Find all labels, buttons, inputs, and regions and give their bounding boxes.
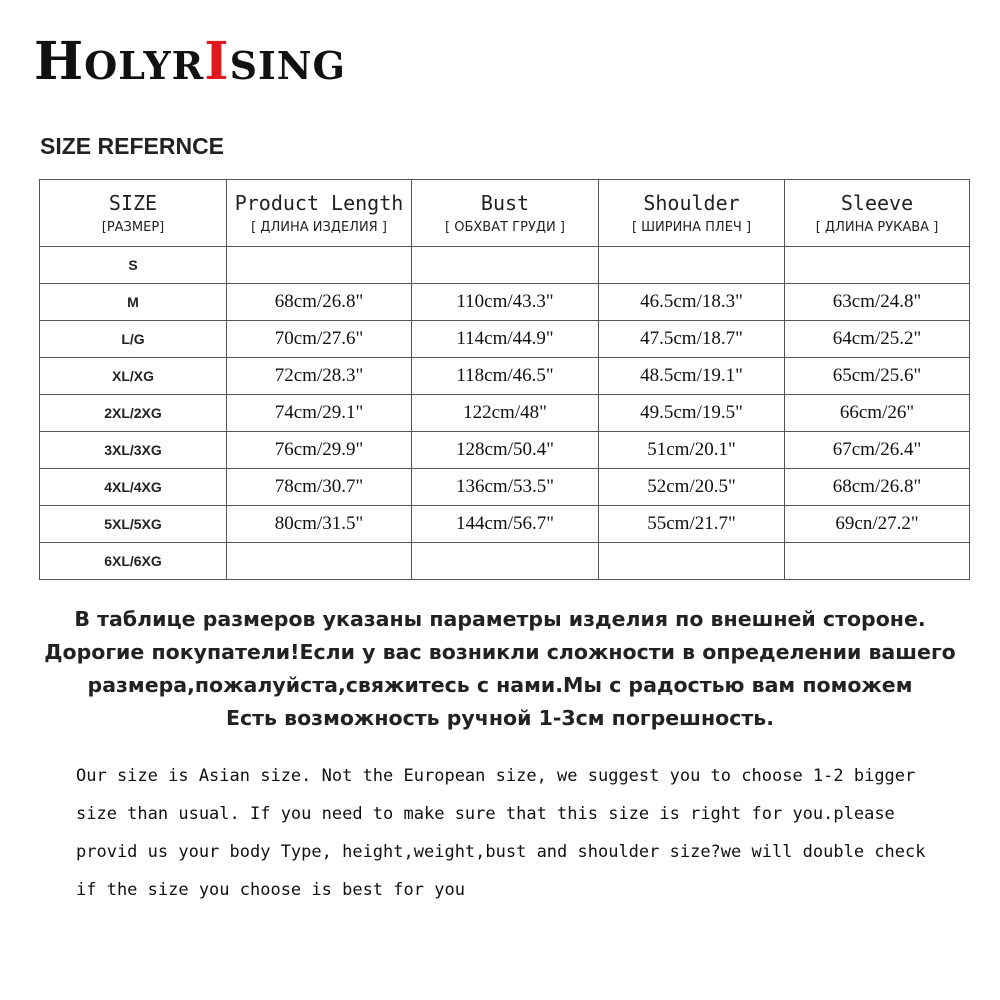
sleeve-cell: 68cm/26.8" — [785, 469, 970, 506]
size-cell: XL/XG — [40, 358, 227, 395]
bust-cell: 118cm/46.5" — [412, 358, 599, 395]
sleeve-cell — [785, 543, 970, 580]
length-cell: 78cm/30.7" — [227, 469, 412, 506]
table-row — [40, 469, 970, 506]
length-cell: 74cm/29.1" — [227, 395, 412, 432]
shoulder-cell: 51cm/20.1" — [599, 432, 785, 469]
table-row — [40, 284, 970, 321]
length-cell: 80cm/31.5" — [227, 506, 412, 543]
header-size-label: SIZE — [108, 191, 158, 215]
russian-note-line: Дорогие покупатели!Если у вас возникли сложности в определении вашего — [44, 640, 956, 664]
bust-cell: 122cm/48" — [412, 395, 599, 432]
header-shoulder-label: Shoulder — [643, 191, 740, 215]
length-cell: 72cm/28.3" — [227, 358, 412, 395]
size-cell: 3XL/3XG — [40, 432, 227, 469]
shoulder-cell — [599, 543, 785, 580]
english-note-line: if the size you choose is best for you — [76, 880, 465, 900]
bust-cell: 136cm/53.5" — [412, 469, 599, 506]
russian-note-line: Есть возможность ручной 1-3см погрешность. — [225, 706, 774, 730]
russian-note-line: размера,пожалуйста,свяжитесь с нами.Мы с радостью вам поможем — [87, 673, 913, 697]
length-cell — [227, 543, 412, 580]
english-notes — [76, 757, 986, 909]
russian-notes — [0, 603, 1000, 735]
header-size — [40, 180, 227, 247]
table-header-row — [40, 180, 970, 247]
size-cell: 6XL/6XG — [40, 543, 227, 580]
bust-cell — [412, 543, 599, 580]
bust-cell: 110cm/43.3" — [412, 284, 599, 321]
sleeve-cell: 65cm/25.6" — [785, 358, 970, 395]
table-row — [40, 432, 970, 469]
table-row — [40, 247, 970, 284]
brand-logo — [34, 31, 346, 92]
header-length-label: Product Length — [234, 191, 404, 215]
bust-cell: 128cm/50.4" — [412, 432, 599, 469]
header-bust-sublabel: [ ОБХВАТ ГРУДИ ] — [445, 220, 565, 235]
bust-cell: 144cm/56.7" — [412, 506, 599, 543]
brand-logo-i: I — [204, 31, 230, 92]
bust-cell — [412, 247, 599, 284]
english-note-line: provid us your body Type, height,weight,bust and shoulder size?we will double check — [76, 842, 926, 862]
header-sleeve — [785, 180, 970, 247]
sleeve-cell — [785, 247, 970, 284]
table-row — [40, 543, 970, 580]
header-length — [227, 180, 412, 247]
english-note-line: Our size is Asian size. Not the European size, we suggest you to choose 1-2 bigger — [76, 766, 916, 786]
sleeve-cell: 63cm/24.8" — [785, 284, 970, 321]
table-row — [40, 395, 970, 432]
table-row — [40, 506, 970, 543]
shoulder-cell: 47.5cm/18.7" — [599, 321, 785, 358]
size-cell: S — [40, 247, 227, 284]
table-row — [40, 358, 970, 395]
sleeve-cell: 66cm/26" — [785, 395, 970, 432]
sleeve-cell: 64cm/25.2" — [785, 321, 970, 358]
length-cell: 76cm/29.9" — [227, 432, 412, 469]
shoulder-cell — [599, 247, 785, 284]
size-cell: 4XL/4XG — [40, 469, 227, 506]
header-shoulder — [599, 180, 785, 247]
size-cell: M — [40, 284, 227, 321]
size-cell: 2XL/2XG — [40, 395, 227, 432]
size-cell: L/G — [40, 321, 227, 358]
brand-logo-olyr: OLYR — [84, 43, 205, 88]
length-cell: 68cm/26.8" — [227, 284, 412, 321]
shoulder-cell: 48.5cm/19.1" — [599, 358, 785, 395]
brand-logo-h: H — [34, 31, 85, 92]
length-cell — [227, 247, 412, 284]
table-row — [40, 321, 970, 358]
size-table — [39, 179, 970, 580]
shoulder-cell: 46.5cm/18.3" — [599, 284, 785, 321]
english-note-line: size than usual. If you need to make sure that this size is right for you.please — [76, 804, 895, 824]
shoulder-cell: 49.5cm/19.5" — [599, 395, 785, 432]
header-length-sublabel: [ ДЛИНА ИЗДЕЛИЯ ] — [251, 220, 387, 235]
shoulder-cell: 55cm/21.7" — [599, 506, 785, 543]
sleeve-cell: 67cm/26.4" — [785, 432, 970, 469]
header-size-sublabel: [РАЗМЕР] — [101, 220, 165, 235]
header-sleeve-sublabel: [ ДЛИНА РУКАВА ] — [815, 220, 939, 235]
russian-note-line: В таблице размеров указаны параметры изделия по внешней стороне. — [74, 607, 926, 631]
length-cell: 70cm/27.6" — [227, 321, 412, 358]
header-bust — [412, 180, 599, 247]
shoulder-cell: 52cm/20.5" — [599, 469, 785, 506]
brand-logo-sing: SING — [229, 43, 346, 88]
header-bust-label: Bust — [480, 191, 530, 215]
header-sleeve-label: Sleeve — [840, 191, 914, 215]
header-shoulder-sublabel: [ ШИРИНА ПЛЕЧ ] — [631, 220, 752, 235]
size-cell: 5XL/5XG — [40, 506, 227, 543]
bust-cell: 114cm/44.9" — [412, 321, 599, 358]
section-title: SIZE REFERNCE — [40, 133, 225, 159]
sleeve-cell: 69cn/27.2" — [785, 506, 970, 543]
